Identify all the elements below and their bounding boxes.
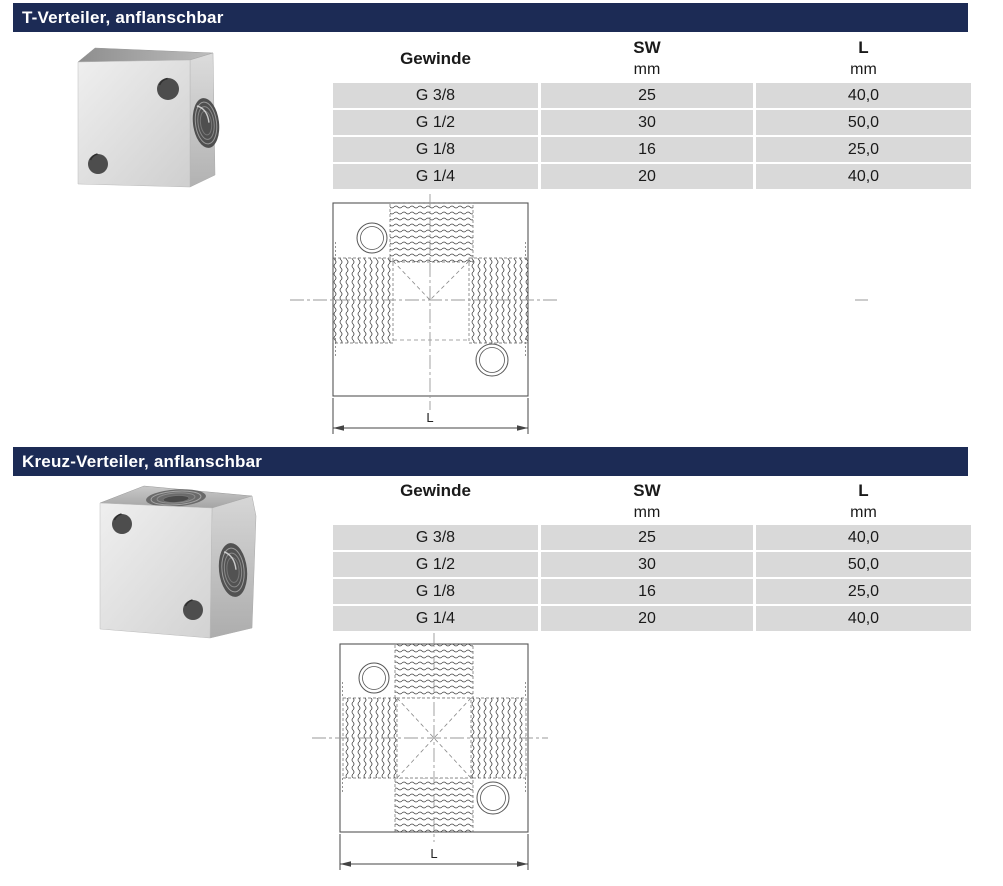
cell-gewinde: G 3/8	[333, 83, 538, 108]
cell-gewinde: G 1/4	[333, 164, 538, 189]
dimension-l	[340, 834, 528, 870]
cell-sw: 25	[541, 525, 753, 550]
cell-sw: 25	[541, 83, 753, 108]
mounting-hole-top-left	[359, 663, 389, 693]
cell-l: 50,0	[756, 552, 971, 577]
cell-sw: 16	[541, 579, 753, 604]
cell-l: 40,0	[756, 83, 971, 108]
cell-l: 40,0	[756, 164, 971, 189]
cell-gewinde: G 1/2	[333, 552, 538, 577]
table-row	[333, 552, 971, 577]
cell-gewinde: G 1/8	[333, 137, 538, 162]
cell-l: 40,0	[756, 525, 971, 550]
cell-sw: 30	[541, 552, 753, 577]
cross-distributor-block-photo-icon	[92, 478, 260, 646]
table-row	[333, 525, 971, 550]
front-mounting-hole-bottom	[183, 600, 203, 620]
column-unit-l: mm	[850, 61, 877, 78]
cell-sw: 16	[541, 137, 753, 162]
cell-sw: 20	[541, 606, 753, 631]
table-row	[333, 606, 971, 631]
column-header-sw: SW	[633, 481, 661, 500]
column-header-gewinde: Gewinde	[400, 481, 471, 500]
column-header-sw: SW	[633, 38, 661, 57]
cell-l: 25,0	[756, 579, 971, 604]
cell-gewinde: G 1/4	[333, 606, 538, 631]
cell-l: 25,0	[756, 137, 971, 162]
cell-gewinde: G 1/2	[333, 110, 538, 135]
mounting-hole-bottom-right	[477, 782, 509, 814]
section-header-kreuz-verteiler	[13, 447, 968, 476]
cell-gewinde: G 1/8	[333, 579, 538, 604]
cell-l: 40,0	[756, 606, 971, 631]
column-unit-sw: mm	[633, 504, 661, 521]
table-row	[333, 579, 971, 604]
column-header-l: L	[858, 481, 869, 500]
dimension-label-l: L	[426, 410, 434, 425]
cell-sw: 30	[541, 110, 753, 135]
cell-gewinde: G 3/8	[333, 525, 538, 550]
dimension-label-l: L	[430, 846, 438, 861]
column-unit-l: mm	[850, 504, 877, 521]
cell-sw: 20	[541, 164, 753, 189]
front-mounting-hole-top	[112, 514, 132, 534]
section-title: T-Verteiler, anflanschbar	[22, 8, 224, 27]
cross-distributor-technical-drawing-icon	[290, 630, 660, 886]
dimensions-table-kreuz	[333, 478, 971, 631]
column-header-l: L	[858, 38, 869, 57]
column-unit-sw: mm	[633, 61, 661, 78]
column-header-gewinde: Gewinde	[400, 49, 471, 68]
table-header	[333, 478, 971, 525]
cell-l: 50,0	[756, 110, 971, 135]
section-title: Kreuz-Verteiler, anflanschbar	[22, 452, 263, 471]
